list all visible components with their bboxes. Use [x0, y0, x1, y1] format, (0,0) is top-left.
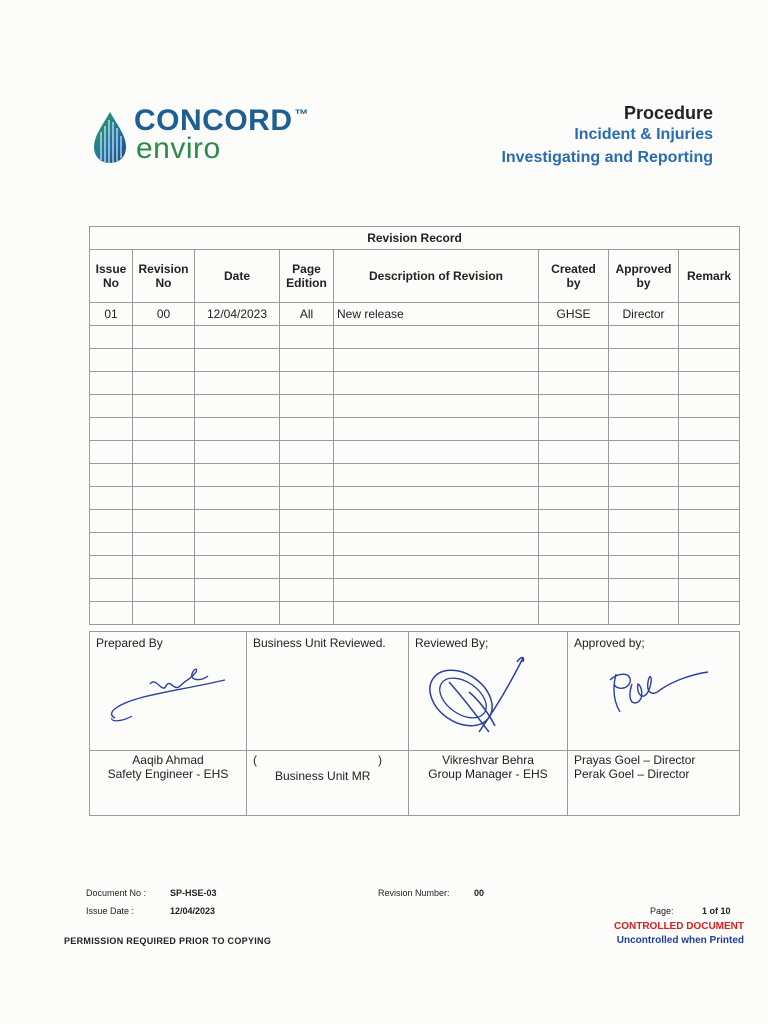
cell-date: 12/04/2023: [195, 303, 280, 326]
reviewed-by-label: Reviewed By;: [415, 636, 489, 650]
logo-wordmark-bottom: enviro: [136, 132, 221, 165]
prepared-name: Aaqib Ahmad: [132, 753, 204, 767]
prepared-name-cell: [90, 751, 247, 816]
bu-reviewed-cell: [247, 632, 409, 751]
reviewed-signature: [419, 652, 549, 742]
revision-record-table: [89, 226, 740, 625]
cell-edition: All: [280, 303, 334, 326]
reviewed-by-cell: [409, 632, 568, 751]
table-row: [90, 533, 740, 556]
bu-close-paren: ): [378, 753, 382, 767]
approved-signature: [604, 662, 724, 722]
bu-mr-name: Business Unit MR: [275, 769, 371, 783]
cell-approved: Director: [609, 303, 679, 326]
revision-number-value: 00: [474, 888, 485, 898]
table-row: [90, 464, 740, 487]
document-type: Procedure: [623, 103, 713, 123]
table-row: [90, 418, 740, 441]
cell-description: New release: [334, 303, 539, 326]
table-row: [90, 487, 740, 510]
cell-remark: [679, 303, 740, 326]
doc-no-value: SP-HSE-03: [170, 888, 217, 898]
approved-name-cell: [568, 751, 740, 816]
prepared-by-cell: [90, 632, 247, 751]
revision-record-title: Revision Record: [90, 227, 740, 250]
table-row: [90, 349, 740, 372]
bu-name-cell: [247, 751, 409, 816]
logo-wordmark-top: CONCORD ™: [134, 104, 309, 137]
page-value: 1 of 10: [702, 906, 731, 916]
reviewed-name: Vikreshvar Behra: [442, 753, 534, 767]
document-title-line2: Investigating and Reporting: [501, 149, 713, 166]
droplet-logo-icon: [92, 110, 128, 164]
issue-date-label: Issue Date :: [86, 906, 135, 916]
reviewed-title: Group Manager - EHS: [428, 767, 548, 781]
prepared-signature: [100, 658, 230, 728]
col-revision-no: Revision No: [133, 250, 195, 303]
col-created-by: Created by: [539, 250, 609, 303]
prepared-title: Safety Engineer - EHS: [107, 767, 229, 781]
table-row: [90, 602, 740, 625]
col-date: Date: [195, 250, 280, 303]
issue-date-value: 12/04/2023: [170, 906, 216, 916]
bu-reviewed-label: Business Unit Reviewed.: [253, 636, 386, 650]
col-issue-no: Issue No: [90, 250, 133, 303]
bu-open-paren: (: [253, 753, 257, 767]
prepared-by-label: Prepared By: [96, 636, 163, 650]
document-title-line1: Incident & Injuries: [574, 126, 713, 143]
cell-created: GHSE: [539, 303, 609, 326]
reviewed-name-cell: [409, 751, 568, 816]
controlled-document-label: CONTROLLED DOCUMENT: [614, 921, 744, 932]
permission-notice: PERMISSION REQUIRED PRIOR TO COPYING: [64, 936, 272, 946]
table-row: [90, 441, 740, 464]
company-logo: [92, 104, 322, 168]
page-label: Page:: [650, 906, 674, 916]
col-description: Description of Revision: [334, 250, 539, 303]
col-approved-by: Approved by: [609, 250, 679, 303]
col-remark: Remark: [679, 250, 740, 303]
table-row: [90, 395, 740, 418]
doc-no-label: Document No :: [86, 888, 147, 898]
approved-name-2: Perak Goel – Director: [574, 767, 690, 781]
cell-issue: 01: [90, 303, 133, 326]
table-row: [90, 326, 740, 349]
approved-by-label: Approved by;: [574, 636, 645, 650]
table-row: [90, 510, 740, 533]
col-page-edition: Page Edition: [280, 250, 334, 303]
approved-by-cell: [568, 632, 740, 751]
table-row: [90, 579, 740, 602]
cell-revision: 00: [133, 303, 195, 326]
table-row: [90, 372, 740, 395]
approved-name-1: Prayas Goel – Director: [574, 753, 696, 767]
table-row: [90, 556, 740, 579]
revision-number-label: Revision Number:: [378, 888, 450, 898]
signoff-table: [89, 631, 740, 816]
table-row: [90, 303, 740, 326]
uncontrolled-notice: Uncontrolled when Printed: [616, 935, 744, 946]
